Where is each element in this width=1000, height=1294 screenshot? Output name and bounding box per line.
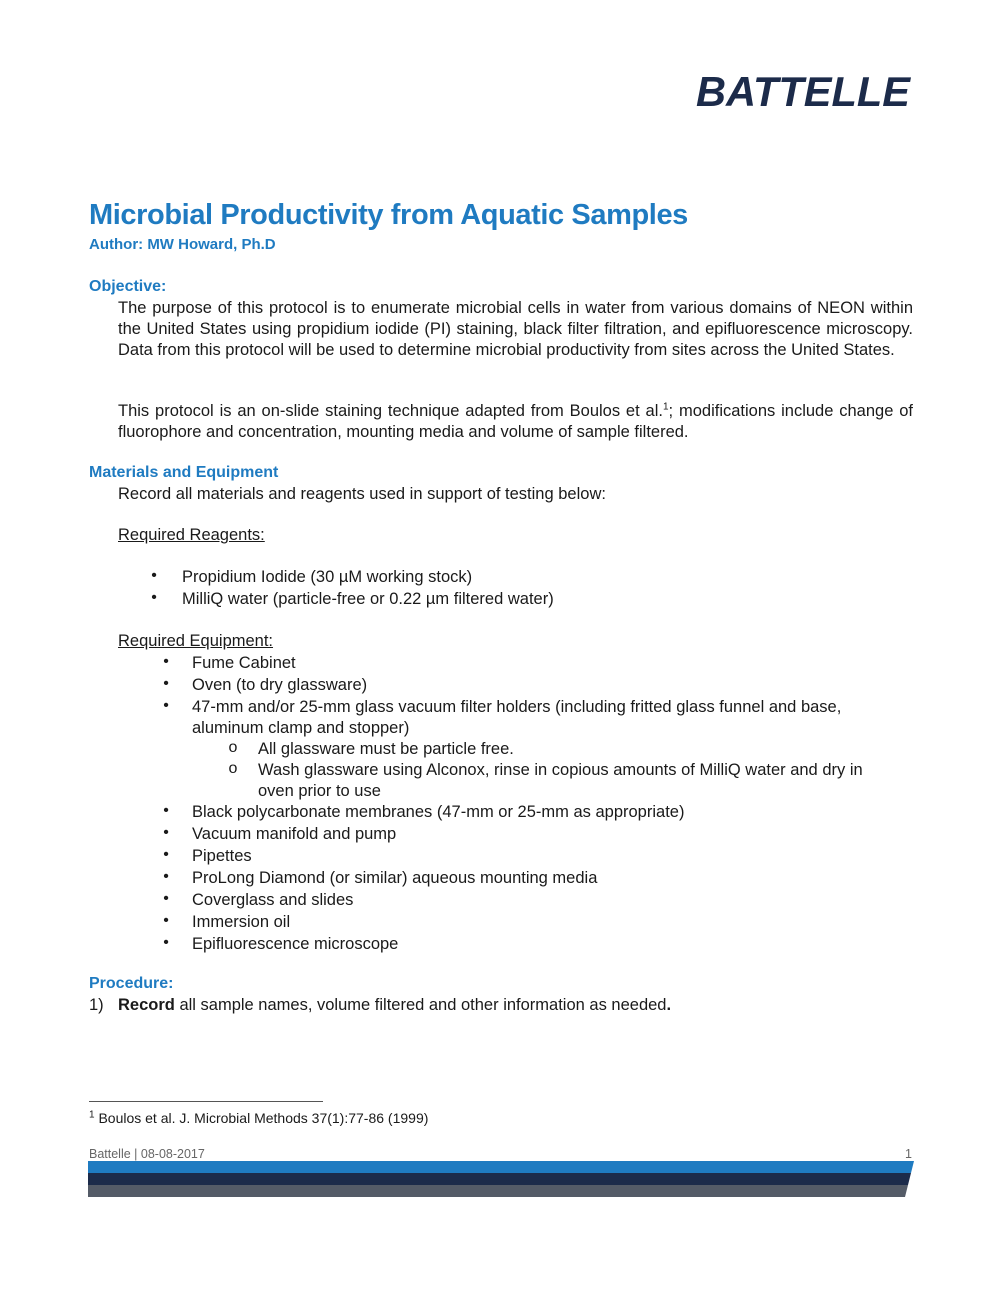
bullet-icon: • [163, 912, 169, 929]
circle-bullet-icon: o [228, 739, 238, 756]
bullet-icon: • [163, 824, 169, 841]
bullet-icon: • [163, 697, 169, 714]
required-reagents-label: Required Reagents: [118, 526, 265, 544]
document-title: Microbial Productivity from Aquatic Samples [89, 199, 688, 231]
footer-text: Battelle | 08-08-2017 [89, 1147, 205, 1161]
reagent-item: Propidium Iodide (30 µM working stock) [182, 568, 473, 586]
equipment-item: Coverglass and slides [192, 891, 354, 909]
procedure-heading: Procedure: [89, 975, 174, 992]
equipment-item: Fume Cabinet [192, 654, 296, 672]
equipment-item: ProLong Diamond (or similar) aqueous mounting media [192, 869, 598, 887]
equipment-subitem: Wash glassware using Alconox, rinse in copious amounts of MilliQ water and dry in [258, 761, 863, 779]
equipment-subitem: All glassware must be particle free. [258, 740, 514, 758]
footer-band-navy [88, 1173, 911, 1185]
bullet-icon: • [163, 846, 169, 863]
footer-band-gray [88, 1185, 908, 1197]
footnote-text: Boulos et al. J. Microbial Methods 37(1):77-86 (1999) [94, 1110, 429, 1126]
procedure-step-1-period: . [666, 996, 672, 1014]
bullet-icon: • [163, 653, 169, 670]
equipment-item: Epifluorescence microscope [192, 935, 399, 953]
equipment-subitem-continued: oven prior to use [258, 782, 381, 800]
objective-paragraph-2-text: This protocol is an on-slide staining technique adapted from Boulos et al. [118, 402, 663, 420]
bullet-icon: • [163, 675, 169, 692]
objective-paragraph-1: The purpose of this protocol is to enumerate microbial cells in water from various domains of NEON within the United States using propidium iodide (PI) staining, black filter filtration, and epifluorescence microscopy. Data from this protocol will be used to determine microbial productivity from sites across the United States. [118, 299, 913, 359]
footnote-reference: 1 [662, 401, 669, 413]
bullet-icon: • [151, 567, 157, 584]
equipment-item: Immersion oil [192, 913, 291, 931]
document-author: Author: MW Howard, Ph.D [89, 236, 276, 253]
svg-text:BATTELLE: BATTELLE [696, 68, 912, 112]
procedure-step-1 [118, 995, 671, 1017]
bullet-icon: • [151, 589, 157, 606]
footnote [89, 1110, 428, 1126]
footnote-marker: 1 [89, 1109, 95, 1121]
equipment-item: Black polycarbonate membranes (47-mm or 25-mm as appropriate) [192, 803, 685, 821]
objective-paragraph-2 [118, 401, 913, 443]
procedure-step-1-keyword: Record [118, 996, 175, 1014]
page-number: 1 [905, 1147, 912, 1161]
footer-color-band [88, 1161, 914, 1197]
objective-paragraph-2-text-end: ; modifications include change of fluorophore and concentration, mounting media and volume of sample filtered. [118, 402, 914, 441]
bullet-icon: • [163, 868, 169, 885]
reagent-item: MilliQ water (particle-free or 0.22 µm filtered water) [182, 590, 554, 608]
equipment-item: 47-mm and/or 25-mm glass vacuum filter holders (including fritted glass funnel and base, [192, 698, 842, 716]
equipment-item: Pipettes [192, 847, 252, 865]
footnote-separator [89, 1101, 323, 1102]
battelle-logo [694, 68, 912, 112]
equipment-item: Vacuum manifold and pump [192, 825, 397, 843]
circle-bullet-icon: o [228, 760, 238, 777]
required-equipment-label: Required Equipment: [118, 632, 274, 650]
procedure-step-number: 1) [89, 996, 104, 1014]
materials-intro: Record all materials and reagents used in support of testing below: [118, 485, 606, 503]
bullet-icon: • [163, 890, 169, 907]
objective-heading: Objective: [89, 278, 167, 295]
materials-heading: Materials and Equipment [89, 464, 279, 481]
footer-band-blue [88, 1161, 914, 1173]
bullet-icon: • [163, 802, 169, 819]
equipment-item-continued: aluminum clamp and stopper) [192, 719, 410, 737]
bullet-icon: • [163, 934, 169, 951]
equipment-item: Oven (to dry glassware) [192, 676, 368, 694]
procedure-step-1-text: all sample names, volume filtered and other information as needed [174, 996, 667, 1014]
